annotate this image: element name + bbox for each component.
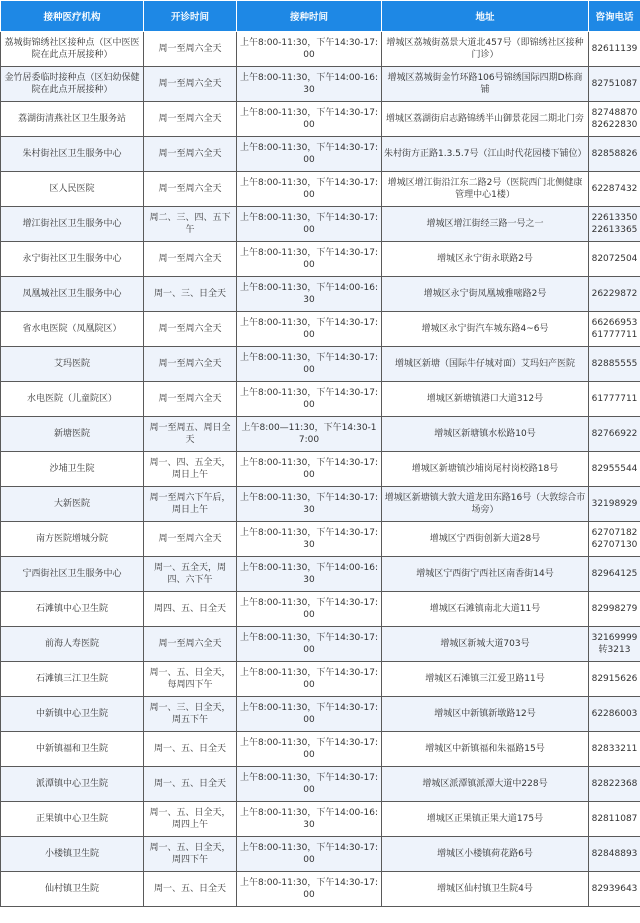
open-hours-cell: 周一至周六全天	[144, 137, 237, 172]
address-cell: 增城区永宁街永联路2号	[382, 242, 589, 277]
open-hours-cell: 周一至周六全天	[144, 242, 237, 277]
open-hours-cell: 周一、三、日全天	[144, 277, 237, 312]
table-row	[1, 417, 640, 452]
vaccination-time-cell: 上午8:00-11:30，下午14:30-17:00	[237, 872, 382, 907]
vaccination-time-cell: 上午8:00-11:30，下午14:30-17:00	[237, 137, 382, 172]
address-cell: 增城区仙村镇卫生院4号	[382, 872, 589, 907]
table-row	[1, 137, 640, 172]
vaccination-time-cell: 上午8:00-11:30，下午14:30-17:00	[237, 382, 382, 417]
open-hours-cell: 周一至周六全天	[144, 627, 237, 662]
table-row	[1, 872, 640, 907]
phone-cell: 82955544	[589, 452, 640, 487]
table-row	[1, 382, 640, 417]
table-row	[1, 102, 640, 137]
address-cell: 增城区新塘镇沙埔岗尾村岗校路18号	[382, 452, 589, 487]
open-hours-cell: 周一至周六全天	[144, 347, 237, 382]
header-address: 地址	[382, 1, 589, 32]
table-row	[1, 697, 640, 732]
phone-cell: 82833211	[589, 732, 640, 767]
open-hours-cell: 周一、五、日全天，周四下午	[144, 837, 237, 872]
open-hours-cell: 周一、四、五全天，周日上午	[144, 452, 237, 487]
institution-cell: 金竹居委临时接种点（区妇幼保健院在此点开展接种）	[1, 67, 144, 102]
phone-cell: 82611139	[589, 32, 640, 67]
table-row	[1, 67, 640, 102]
vaccination-time-cell: 上午8:00-11:30，下午14:30-17:30	[237, 487, 382, 522]
open-hours-cell: 周一、五、日全天，每周四下午	[144, 662, 237, 697]
open-hours-cell: 周一至周六全天	[144, 32, 237, 67]
institution-cell: 南方医院增城分院	[1, 522, 144, 557]
table-row	[1, 627, 640, 662]
address-cell: 增城区宁西街宁西社区南香街14号	[382, 557, 589, 592]
institution-cell: 永宁街社区卫生服务中心	[1, 242, 144, 277]
table-row	[1, 172, 640, 207]
institution-cell: 中新镇中心卫生院	[1, 697, 144, 732]
address-cell: 增城区新塘（国际牛仔城对面）艾玛妇产医院	[382, 347, 589, 382]
address-cell: 增城区荔城街金竹环路106号锦绣国际四期D栋商铺	[382, 67, 589, 102]
table-row	[1, 452, 640, 487]
vaccination-time-cell: 上午8:00—11:30，下午14:30-17:00	[237, 417, 382, 452]
institution-cell: 水电医院（儿童院区）	[1, 382, 144, 417]
table-row	[1, 347, 640, 382]
institution-cell: 荔湖街清燕社区卫生服务站	[1, 102, 144, 137]
header-institution: 接种医疗机构	[1, 1, 144, 32]
institution-cell: 前海人寿医院	[1, 627, 144, 662]
institution-cell: 宁西街社区卫生服务中心	[1, 557, 144, 592]
vaccination-time-cell: 上午8:00-11:30，下午14:00-16:30	[237, 802, 382, 837]
vaccination-time-cell: 上午8:00-11:30，下午14:30-17:00	[237, 592, 382, 627]
address-cell: 增城区增江街经三路一号之一	[382, 207, 589, 242]
vaccination-time-cell: 上午8:00-11:30，下午14:00-16:30	[237, 67, 382, 102]
institution-cell: 朱村街社区卫生服务中心	[1, 137, 144, 172]
phone-cell: 82748870 82622830	[589, 102, 640, 137]
vaccination-time-cell: 上午8:00-11:30，下午14:30-17:00	[237, 312, 382, 347]
header-row	[1, 1, 640, 32]
vaccination-time-cell: 上午8:00-11:30，下午14:30-17:00	[237, 242, 382, 277]
vaccination-time-cell: 上午8:00-11:30，下午14:30-17:00	[237, 662, 382, 697]
institution-cell: 派潭镇中心卫生院	[1, 767, 144, 802]
address-cell: 增城区派潭镇派潭大道中228号	[382, 767, 589, 802]
open-hours-cell: 周四、五、日全天	[144, 592, 237, 627]
open-hours-cell: 周一、五、日全天	[144, 732, 237, 767]
address-cell: 增城区新塘镇大敦大道龙田东路16号（大敦综合市场旁）	[382, 487, 589, 522]
vaccination-time-cell: 上午8:00-11:30，下午14:30-17:00	[237, 172, 382, 207]
institution-cell: 增江街社区卫生服务中心	[1, 207, 144, 242]
table-row	[1, 557, 640, 592]
open-hours-cell: 周一、五、日全天	[144, 767, 237, 802]
table-row	[1, 837, 640, 872]
address-cell: 增城区宁西街创新大道28号	[382, 522, 589, 557]
address-cell: 增城区新塘镇港口大道312号	[382, 382, 589, 417]
institution-cell: 小楼镇卫生院	[1, 837, 144, 872]
institution-cell: 仙村镇卫生院	[1, 872, 144, 907]
open-hours-cell: 周一、五、日全天，周四上午	[144, 802, 237, 837]
phone-cell: 82939643	[589, 872, 640, 907]
phone-cell: 82811087	[589, 802, 640, 837]
phone-cell: 82822368	[589, 767, 640, 802]
phone-cell: 66266953 61777711	[589, 312, 640, 347]
phone-cell: 26229872	[589, 277, 640, 312]
institution-cell: 凤凰城社区卫生服务中心	[1, 277, 144, 312]
phone-cell: 32169999 转3213	[589, 627, 640, 662]
phone-cell: 32198929	[589, 487, 640, 522]
open-hours-cell: 周一至周六全天	[144, 522, 237, 557]
vaccination-time-cell: 上午8:00-11:30，下午14:30-17:00	[237, 837, 382, 872]
open-hours-cell: 周一至周六下午后，周日上午	[144, 487, 237, 522]
header-phone: 咨询电话	[589, 1, 640, 32]
address-cell: 增城区荔湖街启志路锦绣半山御景花园二期北门旁	[382, 102, 589, 137]
vaccination-time-cell: 上午8:00-11:30，下午14:30-17:00	[237, 732, 382, 767]
address-cell: 增城区小楼镇荷花路6号	[382, 837, 589, 872]
open-hours-cell: 周一至周六全天	[144, 102, 237, 137]
phone-cell: 82072504	[589, 242, 640, 277]
vaccination-time-cell: 上午8:00-11:30，下午14:30-17:00	[237, 207, 382, 242]
vaccination-time-cell: 上午8:00-11:30，下午14:30-17:00	[237, 32, 382, 67]
vaccination-time-cell: 上午8:00-11:30，下午14:30-17:00	[237, 102, 382, 137]
phone-cell: 61777711	[589, 382, 640, 417]
address-cell: 增城区增江街沿江东二路2号（医院西门北侧健康管理中心1楼）	[382, 172, 589, 207]
phone-cell: 82766922	[589, 417, 640, 452]
address-cell: 增城区中新镇新墩路12号	[382, 697, 589, 732]
institution-cell: 艾玛医院	[1, 347, 144, 382]
phone-cell: 62287432	[589, 172, 640, 207]
institution-cell: 区人民医院	[1, 172, 144, 207]
address-cell: 增城区新塘镇水松路10号	[382, 417, 589, 452]
open-hours-cell: 周一至周六全天	[144, 67, 237, 102]
address-cell: 增城区石滩镇南北大道11号	[382, 592, 589, 627]
table-row	[1, 767, 640, 802]
institution-cell: 大新医院	[1, 487, 144, 522]
table-row	[1, 242, 640, 277]
institution-cell: 沙埔卫生院	[1, 452, 144, 487]
phone-cell: 22613350 22613365	[589, 207, 640, 242]
address-cell: 增城区荔城街荔景大道北457号（即锦绣社区接种门诊）	[382, 32, 589, 67]
address-cell: 增城区正果镇正果大道175号	[382, 802, 589, 837]
table-row	[1, 662, 640, 697]
institution-cell: 石滩镇三江卫生院	[1, 662, 144, 697]
institution-cell: 中新镇福和卫生院	[1, 732, 144, 767]
address-cell: 增城区新城大道703号	[382, 627, 589, 662]
institution-cell: 省水电医院（凤凰院区）	[1, 312, 144, 347]
open-hours-cell: 周一、五、日全天	[144, 872, 237, 907]
phone-cell: 82915626	[589, 662, 640, 697]
vaccination-time-cell: 上午8:00-11:30，下午14:30-17:00	[237, 347, 382, 382]
address-cell: 增城区永宁街汽车城东路4~6号	[382, 312, 589, 347]
phone-cell: 82858826	[589, 137, 640, 172]
vaccination-time-cell: 上午8:00-11:30，下午14:30-17:00	[237, 627, 382, 662]
phone-cell: 82848893	[589, 837, 640, 872]
address-cell: 朱村街方正路1.3.5.7号（江山时代花园楼下铺位）	[382, 137, 589, 172]
phone-cell: 82885555	[589, 347, 640, 382]
institution-cell: 荔城街锦绣社区接种点（区中医医院在此点开展接种）	[1, 32, 144, 67]
table-row	[1, 802, 640, 837]
phone-cell: 62707182 62707130	[589, 522, 640, 557]
vaccination-time-cell: 上午8:00-11:30，下午14:00-16:30	[237, 557, 382, 592]
table-row	[1, 207, 640, 242]
open-hours-cell: 周一至周五、周日全天	[144, 417, 237, 452]
header-open-hours: 开诊时间	[144, 1, 237, 32]
phone-cell: 82751087	[589, 67, 640, 102]
address-cell: 增城区中新镇福和朱福路15号	[382, 732, 589, 767]
header-vaccination-time: 接种时间	[237, 1, 382, 32]
table-row	[1, 312, 640, 347]
phone-cell: 82998279	[589, 592, 640, 627]
vaccination-time-cell: 上午8:00-11:30，下午14:30-17:00	[237, 697, 382, 732]
address-cell: 增城区石滩镇三江爱卫路11号	[382, 662, 589, 697]
open-hours-cell: 周一、五全天，周四、六下午	[144, 557, 237, 592]
address-cell: 增城区永宁街凤凰城雅嘧路2号	[382, 277, 589, 312]
table-row	[1, 277, 640, 312]
open-hours-cell: 周二、三、四、五下午	[144, 207, 237, 242]
institution-cell: 新塘医院	[1, 417, 144, 452]
table-row	[1, 592, 640, 627]
vaccination-time-cell: 上午8:00-11:30，下午14:00-16:30	[237, 277, 382, 312]
table-row	[1, 522, 640, 557]
open-hours-cell: 周一至周六全天	[144, 172, 237, 207]
vaccination-time-cell: 上午8:00-11:30，下午14:30-17:00	[237, 767, 382, 802]
phone-cell: 82964125	[589, 557, 640, 592]
institution-cell: 石滩镇中心卫生院	[1, 592, 144, 627]
table-row	[1, 732, 640, 767]
table-row	[1, 32, 640, 67]
vaccination-time-cell: 上午8:00-11:30，下午14:30-17:00	[237, 452, 382, 487]
open-hours-cell: 周一、三、日全天，周五下午	[144, 697, 237, 732]
table-row	[1, 487, 640, 522]
vaccination-time-cell: 上午8:00-11:30，下午14:30-17:30	[237, 522, 382, 557]
open-hours-cell: 周一至周六全天	[144, 382, 237, 417]
phone-cell: 62286003	[589, 697, 640, 732]
open-hours-cell: 周一至周六全天	[144, 312, 237, 347]
institution-cell: 正果镇中心卫生院	[1, 802, 144, 837]
